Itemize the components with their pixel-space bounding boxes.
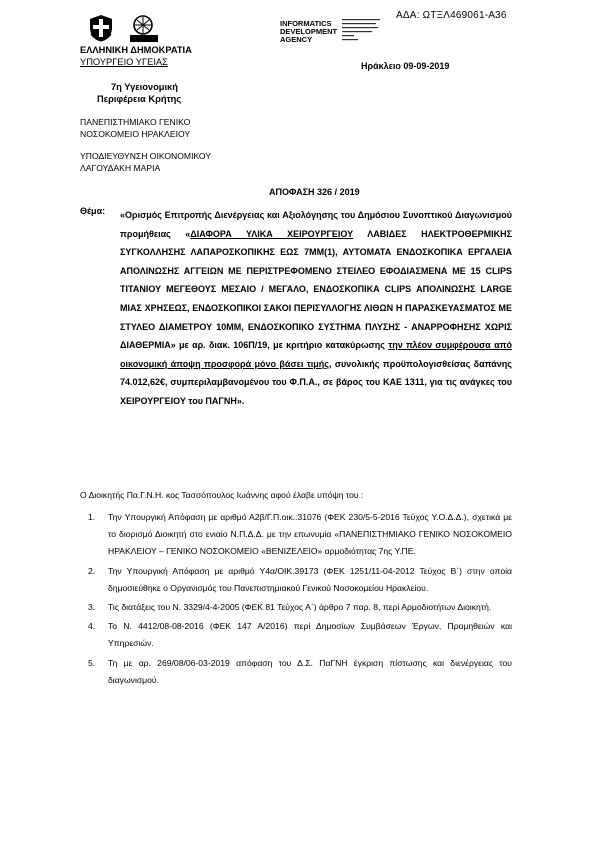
eu-program-logo-icon (126, 15, 162, 43)
region-line-2: Περιφέρεια Κρήτης (97, 94, 182, 104)
list-item-text: Τη με αρ. 269/08/06-03-2019 απόφαση του Δ.Σ. ΠαΓΝΗ έγκριση πίστωσης και διενέργειας του διαγωνισμού. (108, 657, 512, 685)
ministry-heading: ΥΠΟΥΡΓΕΙΟ ΥΓΕΙΑΣ (80, 57, 168, 67)
ida-line-3: AGENCY (280, 35, 313, 45)
republic-heading: ΕΛΛΗΝΙΚΗ ΔΗΜΟΚΡΑΤΙΑ (80, 45, 192, 55)
hospital-line-1: ΠΑΝΕΠΙΣΤΗΜΙΑΚΟ ΓΕΝΙΚΟ (80, 117, 191, 127)
subject-part-2: ΛΑΒΙΔΕΣ ΗΛΕΚΤΡΟΘΕΡΜΙΚΗΣ ΣΥΓΚΟΛΛΗΣΗΣ ΛΑΠΑΡΟΣΚΟΠΙΚΗΣ ΕΩΣ 7ΜΜ(1), ΑΥΤΟΜΑΤΑ ΕΝΔΟΣΚΟΠΙΚΑ ΕΡΓΑΛΕΙΑ ΑΠΟΛΙΝΩΣΗΣ ΑΓΓΕΙΩΝ ΜΕ ΠΕΡΙΣΤΡΕΦΟΜΕΝΟ ΣΤΕΙΛΕΟ ΕΦΟΔΙΑΣΜΕΝΑ ΜΕ 15 CLIPS ΤΙΤΑΝΙΟΥ ΜΕΓΕΘΟΥΣ ΜΕΣΑΙΟ / ΜΕΓΑΛΟ, ΕΝΔΟΣΚΟΠΙΚΑ CLIPS ΑΠΟΛΙΝΩΣΗΣ LARGE ΜΙΑΣ ΧΡΗΣΕΩΣ, ΕΝΔΟΣΚΟΠΙΚΟΙ ΣΑΚΟΙ ΠΕΡΙΣΥΛΛΟΓΗΣ ΛΙΘΩΝ Η ΠΑΡΑΣΚΕΥΑΣΜΑΤΟΣ ΜΕ ΣΤΥΛΕΟ ΔΙΑΜΕΤΡΟΥ 10ΜΜ, ΕΝΔΟΣΚΟΠΙΚΟ ΣΥΣΤΗΜΑ ΠΛΥΣΗΣ - ΑΝΑΡΡΟΦΗΣΗΣ ΧΩΡΙΣ ΔΙΑΘΕΡΜΙΑ» με αρ. διακ. 106Π/19, με κριτήριο κατακύρωσης (120, 228, 512, 351)
list-item-number: 2. (88, 565, 96, 576)
list-item (80, 655, 512, 689)
hospital-line-2: ΝΟΣΟΚΟΜΕΙΟ ΗΡΑΚΛΕΙΟΥ (80, 129, 191, 139)
list-item-number: 1. (88, 512, 96, 522)
list-item-number: 3. (88, 602, 96, 613)
list-item-text: Τις διατάξεις του Ν. 3329/4-4-2005 (ΦΕΚ 81 Τεύχος Α΄) άρθρο 7 παρ. 8, περί Αρμοδιοτήτων Διοικητή. (108, 602, 492, 613)
list-item (80, 618, 512, 652)
ida-line-2: DEVELOPMENT (280, 27, 338, 37)
list-item-text: Το Ν. 4412/08-08-2016 (ΦΕΚ 147 Α/2016) περί Δημοσίων Συμβάσεων Έργων, Προμηθειών και Υπηρεσιών. (108, 621, 512, 649)
ida-block (280, 20, 337, 45)
place-date: Ηράκλειο 09-09-2019 (361, 61, 450, 71)
considerations-list (80, 509, 512, 691)
list-item-text: Την Υπουργική Απόφαση με αριθμό Υ4α/ΟΙΚ.39173 (ΦΕΚ 1251/11-04-2012 Τεύχος Β΄) στην οποία δημοσιεύθηκε ο Οργανισμός του Πανεπιστημιακού Γενικού Νοσοκομείου Ηρακλείου. (108, 565, 512, 593)
ada-code: ΑΔΑ: ΩΤΞΛ469061-Α36 (396, 10, 507, 21)
list-item (80, 509, 512, 561)
list-item (80, 563, 512, 597)
region-line-1: 7η Υγειονομική (111, 82, 178, 92)
decision-title: ΑΠΟΦΑΣΗ 326 / 2019 (269, 187, 360, 197)
subject-part-1: «Ορισμός Επιτροπής Διενέργειας και Αξιολόγησης του Δημόσιου Συνοπτικού Διαγωνισμού προμήθειας « (120, 210, 512, 239)
subdirectorate-line-1: ΥΠΟΔΙΕΥΘΥΝΣΗ ΟΙΚΟΝΟΜΙΚΟΥ (80, 151, 212, 161)
list-item-number: 4. (88, 621, 96, 632)
subject-text (120, 206, 512, 411)
subject-label: Θέμα: (80, 206, 106, 216)
ida-seal-icon (342, 18, 382, 44)
ida-line-1: INFORMATICS (280, 19, 332, 28)
list-item-number: 5. (88, 657, 96, 668)
list-item (80, 599, 512, 616)
intro-text: Ο Διοικητής Πα.Γ.Ν.Η. κος Τασσόπουλος Ιωάννης αφού έλαβε υπόψη του : (80, 490, 364, 500)
subject-title-underlined: ΔΙΑΦΟΡΑ ΥΛΙΚΑ ΧΕΙΡΟΥΡΓΕΙΟΥ (190, 228, 354, 239)
greek-emblem-icon (88, 14, 114, 42)
subject-criterion-underlined: την πλέον συμφέρουσα από οικονομική άποψη προσφορά μόνο βάσει τιμής (120, 340, 512, 369)
list-item-text: Την Υπουργική Απόφαση με αριθμό Α2β/Γ.Π.οικ.:31076 (ΦΕΚ 230/5-5-2016 Τεύχος Υ.Ο.Δ.Δ.), σχετικά με το διορισμό Διοικητή στο ενιαίο Ν.Π.Δ.Δ. με την επωνυμία «ΠΑΝΕΠΙΣΤΗΜΙΑΚΟ ΓΕΝΙΚΟ ΝΟΣΟΚΟΜΕΙΟ ΗΡΑΚΛΕΙΟΥ – ΓΕΝΙΚΟ ΝΟΣΟΚΟΜΕΙΟ «ΒΕΝΙΖΕΛΕΙΟ» αρμοδιότητας 7ης Υ.ΠΕ. (108, 512, 512, 557)
subject-part-3: , συνολικής προϋπολογισθείσας δαπάνης 74.012,62€, συμπεριλαμβανομένου του Φ.Π.Α., σε βάρος του ΚΑΕ 1311, για τις ανάγκες του ΧΕΙΡΟΥΡΓΕΙΟΥ του ΠΑΓΝΗ». (120, 358, 512, 406)
subdirectorate-line-2: ΛΑΓΟΥΔΑΚΗ ΜΑΡΙΑ (80, 163, 161, 173)
